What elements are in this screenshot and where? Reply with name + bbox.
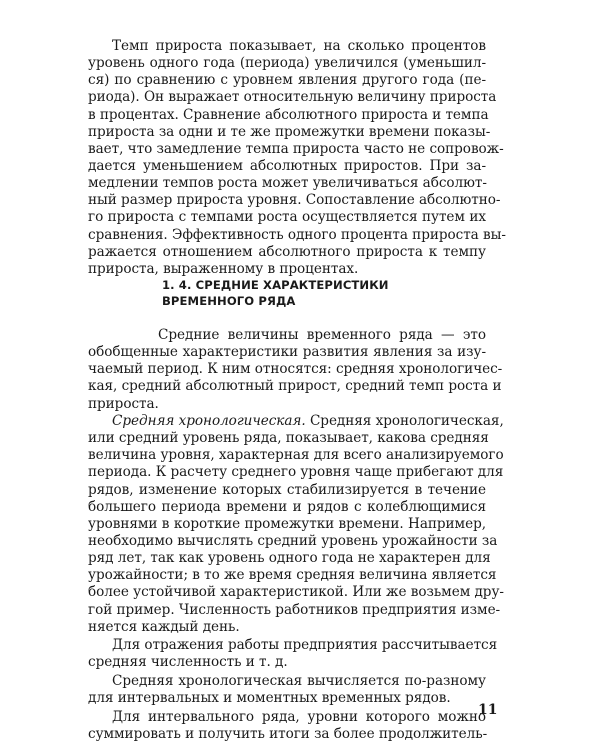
text-line: обобщенные характеристики развития явления за изу- — [88, 344, 486, 361]
text-line: ный размер прироста уровня. Сопоставление абсолютно- — [88, 192, 501, 209]
section-heading-line-1: 1. 4. СРЕДНИЕ ХАРАКТЕРИСТИКИ — [162, 278, 389, 292]
text-line: гой пример. Численность работников предприятия изме- — [88, 601, 501, 618]
paragraph-dlya-otrazheniya — [88, 637, 498, 671]
paragraph-srednie-velichiny — [88, 327, 503, 413]
paragraph-vychislyaetsya — [88, 673, 486, 707]
text-line: дается уменьшением абсолютных приростов. При за- — [88, 157, 486, 174]
text-line — [88, 413, 504, 430]
text-line: Для интервального ряда, уровни которого можно — [112, 709, 486, 725]
text-line: величина уровня, характерная для всего анализируемого — [88, 447, 504, 464]
text-line: суммировать и получить итоги за более продолжитель- — [88, 726, 488, 743]
text-line: или средний уровень ряда, показывает, какова средняя — [88, 430, 489, 447]
paragraph-srednyaya-hronologicheskaya — [88, 413, 504, 636]
paragraph-tempo-prirosta — [88, 38, 506, 278]
text-line: Темп прироста показывает, на сколько процентов — [112, 38, 486, 54]
text-line: медлении темпов роста может увеличиваться абсолют- — [88, 175, 487, 192]
text-line: прироста. — [88, 395, 159, 412]
text-line-rest: Средняя хронологическая, — [309, 413, 504, 429]
text-line: няется каждый день. — [88, 618, 240, 635]
text-line: для интервальных и моментных временных рядов. — [88, 690, 451, 707]
text-line: риода). Он выражает относительную величину прироста — [88, 89, 497, 106]
section-heading-line-2: ВРЕМЕННОГО РЯДА — [162, 294, 296, 308]
italic-lead: Средняя хронологическая. — [112, 413, 306, 429]
text-line: чаемый период. К ним относятся: средняя хронологичес- — [88, 361, 503, 378]
text-line: Для отражения работы предприятия рассчитывается — [112, 637, 498, 653]
text-line: средняя численность и т. д. — [88, 654, 288, 671]
text-line: рядов, изменение которых стабилизируется в течение — [88, 481, 486, 498]
text-line: периода. К расчету среднего уровня чаще прибегают для — [88, 464, 504, 481]
text-line: уровень одного года (периода) увеличился (уменьшил- — [88, 55, 486, 72]
text-line: большего периода времени и рядов с колеблющимися — [88, 498, 486, 515]
text-line: Средние величины временного ряда — это — [158, 327, 486, 343]
text-line: прироста, выраженному в процентах. — [88, 260, 359, 277]
text-line: более устойчивой характеристикой. Или же возьмем дру- — [88, 584, 504, 601]
text-line: прироста за одни и те же промежутки времени показы- — [88, 123, 491, 140]
page-number: 11 — [478, 702, 498, 718]
text-line: необходимо вычислять средний уровень урожайности за — [88, 532, 498, 549]
text-line: в процентах. Сравнение абсолютного прироста и темпа — [88, 106, 489, 123]
text-line: го прироста с темпами роста осуществляется путем их — [88, 209, 486, 226]
paragraph-intervalnyi-ryad — [88, 709, 486, 743]
text-line: ся) по сравнению с уровнем явления другого года (пе- — [88, 72, 486, 89]
text-line: кая, средний абсолютный прирост, средний темп роста и — [88, 378, 502, 395]
text-line: вает, что замедление темпа прироста часто не сопровож- — [88, 140, 504, 157]
text-line: уровнями в короткие промежутки времени. Например, — [88, 515, 486, 532]
text-line: ражается отношением абсолютного прироста к темпу — [88, 243, 486, 260]
text-line: ряд лет, так как уровень одного года не характерен для — [88, 550, 491, 567]
text-line: сравнения. Эффективность одного процента прироста вы- — [88, 226, 506, 243]
section-heading — [162, 277, 422, 309]
text-line: урожайности; в то же время средняя величина является — [88, 567, 497, 584]
text-line: Средняя хронологическая вычисляется по-разному — [112, 673, 486, 689]
